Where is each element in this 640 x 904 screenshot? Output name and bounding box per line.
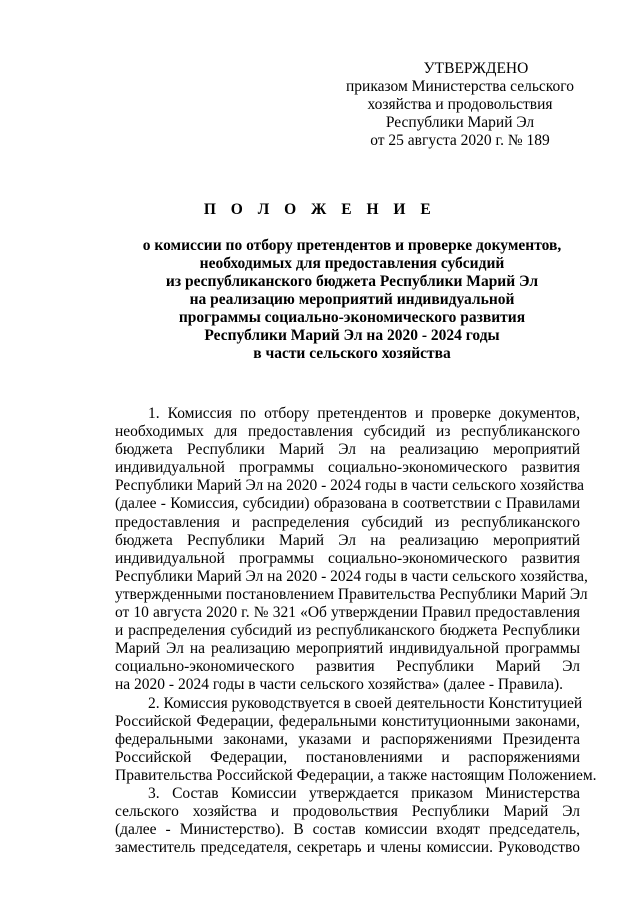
body-line: 1. Комиссия по отбору претендентов и проверке документов,: [148, 405, 580, 422]
body-line: бюджета Республики Марий Эл на реализацию мероприятий: [115, 441, 580, 459]
body-line: и распределения субсидий из республиканского бюджета Республики: [115, 622, 580, 640]
body-line: Правительства Российской Федерации, а также настоящим Положением.: [115, 766, 597, 784]
body-line: от 10 августа 2020 г. № 321 «Об утверждении Правил предоставления: [115, 604, 580, 622]
body-line: (далее - Комиссия, субсидии) образована в соответствии с Правилами: [115, 495, 580, 513]
body-line: предоставления и распределения субсидий из республиканского: [115, 513, 580, 531]
body-line: социально-экономического развития Республики Марий Эл: [115, 658, 580, 676]
document-body: [115, 405, 597, 857]
body-line: Российской Федерации, постановлениями и распоряжениями: [115, 748, 580, 766]
body-line: необходимых для предоставления субсидий из республиканского: [115, 423, 580, 441]
body-line: федеральными законами, указами и распоряжениями Президента: [115, 730, 580, 748]
subtitle-line: на реализацию мероприятий индивидуальной: [189, 291, 515, 308]
body-line: 3. Состав Комиссии утверждается приказом Министерства: [148, 784, 580, 802]
subtitle-line: программы социально-экономического развития: [178, 309, 526, 326]
approval-line: Республики Марий Эл: [385, 114, 535, 131]
body-line: индивидуальной программы социально-экономического развития: [115, 459, 580, 477]
subtitle-line: в части сельского хозяйства: [253, 345, 451, 362]
body-line: Республики Марий Эл на 2020 - 2024 годы в части сельского хозяйства,: [115, 567, 588, 585]
body-line: (далее - Министерство). В состав комиссии входят председатель,: [115, 821, 580, 839]
document-title: П О Л О Ж Е Н И Е: [203, 201, 437, 218]
body-line: на 2020 - 2024 годы в части сельского хозяйства» (далее - Правила).: [115, 676, 563, 694]
body-line: индивидуальной программы социально-экономического развития: [115, 549, 580, 567]
approval-line: приказом Министерства сельского: [345, 78, 574, 95]
approval-line: хозяйства и продовольствия: [367, 96, 553, 113]
body-line: сельского хозяйства и продовольствия Республики Марий Эл: [115, 803, 580, 821]
body-line: заместитель председателя, секретарь и члены комиссии. Руководство: [115, 839, 580, 857]
subtitle-line: из республиканского бюджета Республики Марий Эл: [165, 273, 539, 290]
body-line: Российской Федерации, федеральными конституционными законами,: [115, 712, 580, 730]
body-line: 2. Комиссия руководствуется в своей деятельности Конституцией: [148, 694, 583, 712]
subtitle-line: о комиссии по отбору претендентов и проверке документов,: [142, 237, 562, 254]
document-subtitle: [0, 237, 640, 363]
subtitle-line: Республики Марий Эл на 2020 - 2024 годы: [204, 327, 500, 344]
approval-title: УТВЕРЖДЕНО: [423, 60, 529, 77]
approval-stamp-block: [345, 60, 575, 150]
body-line: бюджета Республики Марий Эл на реализацию мероприятий: [115, 531, 580, 549]
body-line: Республики Марий Эл на 2020 - 2024 годы в части сельского хозяйства: [115, 477, 584, 495]
subtitle-line: необходимых для предоставления субсидий: [199, 255, 505, 272]
body-line: Марий Эл на реализацию мероприятий индивидуальной программы: [115, 640, 580, 658]
approval-line: от 25 августа 2020 г. № 189: [370, 132, 550, 149]
body-line: утвержденными постановлением Правительства Республики Марий Эл: [115, 585, 588, 603]
